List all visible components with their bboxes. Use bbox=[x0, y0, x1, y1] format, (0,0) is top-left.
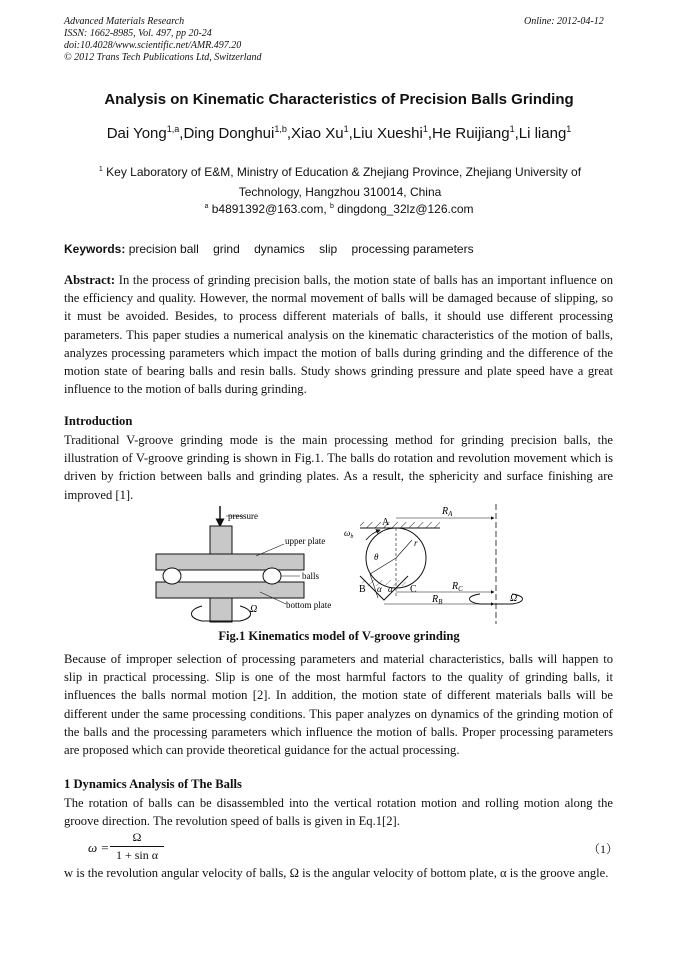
bottom-spindle bbox=[210, 598, 232, 622]
label-rb: $R_B$ bbox=[432, 594, 443, 606]
label-omega-b: $\omega_b$ bbox=[344, 528, 354, 540]
author: Ding Donghui$^{1,b}$, bbox=[183, 124, 292, 142]
author-list bbox=[0, 124, 678, 142]
label-balls: balls bbox=[302, 571, 319, 581]
author: Liu Xueshi$^1$, bbox=[352, 124, 433, 142]
label-ra: $R_A$ bbox=[442, 506, 453, 518]
equation-denominator: 1 + sin α bbox=[115, 848, 159, 862]
section1-paragraph-1: The rotation of balls can be disassembled into the vertical rotation motion and rolling motion along the groove direction. The revolution speed of balls is given in Eq.1[2]. bbox=[64, 796, 613, 829]
author: He Ruijiang$^1$, bbox=[432, 124, 519, 142]
intro-paragraph-1: Traditional V-groove grinding mode is the main processing method for grinding precision balls, the illustration of V-groove grinding is shown in Fig.1. The balls do rotation and revolution movement which is driven by friction between balls and grinding plates. As a result, the sphericity and surface finishing are improved [1]. bbox=[64, 433, 613, 502]
section1-paragraph-2: w is the revolution angular velocity of balls, Ω is the angular velocity of bottom plate, α is the groove angle. bbox=[64, 866, 609, 880]
label-bottom-plate: bottom plate bbox=[286, 600, 332, 610]
equation-number: （1） bbox=[588, 842, 619, 856]
abstract-text: In the process of grinding precision balls, the motion state of balls has an important influence on the efficiency and quality. However, the normal movement of balls will be damaged because of slipping, so it must be avoided. Besides, to process different materials of balls, it should use different processing parameters. This paper studies a numerical analysis on the kinematic characteristics of the motion of balls, analyzes processing parameters which impact the motion of balls during grinding and the difference of the motion state of bearing balls and resin balls. Study shows grinding pressure and plate speed have a great influence to the motion of balls during grinding. bbox=[64, 273, 613, 397]
label-pressure: pressure bbox=[228, 511, 258, 521]
label-rc: $R_C$ bbox=[452, 581, 463, 593]
online-date: Online: 2012-04-12 bbox=[524, 16, 604, 27]
section-heading-introduction: Introduction bbox=[64, 414, 133, 428]
ball bbox=[163, 568, 181, 584]
keyword: processing parameters bbox=[351, 242, 474, 256]
affiliation: $^1$ Key Laboratory of E&M, Ministry of Education & Zhejiang Province, Zhejiang University of Technology, Hangzhou 310014, China bbox=[98, 165, 582, 199]
author: Li liang$^1$ bbox=[518, 124, 572, 142]
figure-1-diagram bbox=[148, 500, 568, 624]
paper-title: Analysis on Kinematic Characteristics of Precision Balls Grinding bbox=[104, 91, 574, 108]
label-omega-left: Ω bbox=[250, 604, 258, 615]
label-alpha-2: α bbox=[388, 584, 393, 594]
keyword: slip bbox=[319, 242, 338, 256]
email-a[interactable]: b4891392@163.com, bbox=[211, 202, 327, 216]
journal-header bbox=[64, 16, 262, 64]
label-omega-right: Ω bbox=[510, 593, 518, 604]
author: Dai Yong$^{1,a}$, bbox=[106, 124, 184, 142]
issn: ISSN: 1662-8985, Vol. 497, pp 20-24 bbox=[64, 28, 212, 39]
emails: $^a$ b4891392@163.com, $^b$ dingdong_32lz@126.com bbox=[204, 202, 474, 216]
intro-paragraph-2: Because of improper selection of processing parameters and material characteristics, balls will happen to slip in practical processing. Slip is one of the most harmful factors to the quality of grinding balls, it influences the balls normal motion [2]. In addition, the motion state of different materials balls will be different under the same processing conditions. This paper analyzes on dynamics of the grinding motion of the balls and the processing parameters which influence the motion of balls. Proper processing parameters are proposed which can provide theoretical guidance for the actual processing. bbox=[64, 652, 613, 758]
email-b[interactable]: dingdong_32lz@126.com bbox=[337, 202, 474, 216]
v-groove-geometry bbox=[344, 504, 523, 624]
keywords-label: Keywords: bbox=[64, 242, 126, 256]
label-theta: θ bbox=[374, 552, 379, 562]
keywords bbox=[64, 242, 485, 256]
copyright: © 2012 Trans Tech Publications Ltd, Switzerland bbox=[64, 52, 262, 63]
keyword: grind bbox=[213, 242, 240, 256]
abstract-label: Abstract: bbox=[64, 273, 116, 287]
equation-numerator: Ω bbox=[110, 830, 164, 847]
label-point-c: C bbox=[410, 584, 417, 595]
equation-lhs: ω = bbox=[88, 840, 110, 855]
equation-fraction bbox=[110, 830, 164, 863]
label-point-b: B bbox=[359, 584, 366, 595]
grinding-machine-schematic bbox=[156, 506, 331, 622]
keyword: dynamics bbox=[254, 242, 305, 256]
figure-1-caption: Fig.1 Kinematics model of V-groove grinding bbox=[218, 629, 460, 643]
upper-plate bbox=[156, 554, 304, 570]
abstract bbox=[64, 271, 613, 398]
label-alpha-1: α bbox=[377, 584, 382, 594]
journal-name: Advanced Materials Research bbox=[64, 16, 185, 27]
label-point-a: A bbox=[382, 517, 390, 528]
bottom-plate bbox=[156, 582, 304, 598]
section-heading-dynamics: 1 Dynamics Analysis of The Balls bbox=[64, 777, 242, 791]
ball bbox=[263, 568, 281, 584]
label-upper-plate: upper plate bbox=[285, 536, 326, 546]
upper-spindle bbox=[210, 526, 232, 554]
label-r: r bbox=[414, 538, 418, 548]
doi: doi:10.4028/www.scientific.net/AMR.497.20 bbox=[64, 40, 242, 51]
keyword: precision ball bbox=[128, 242, 199, 256]
author: Xiao Xu$^1$, bbox=[291, 124, 353, 142]
upper-plate-hatch bbox=[360, 522, 440, 528]
